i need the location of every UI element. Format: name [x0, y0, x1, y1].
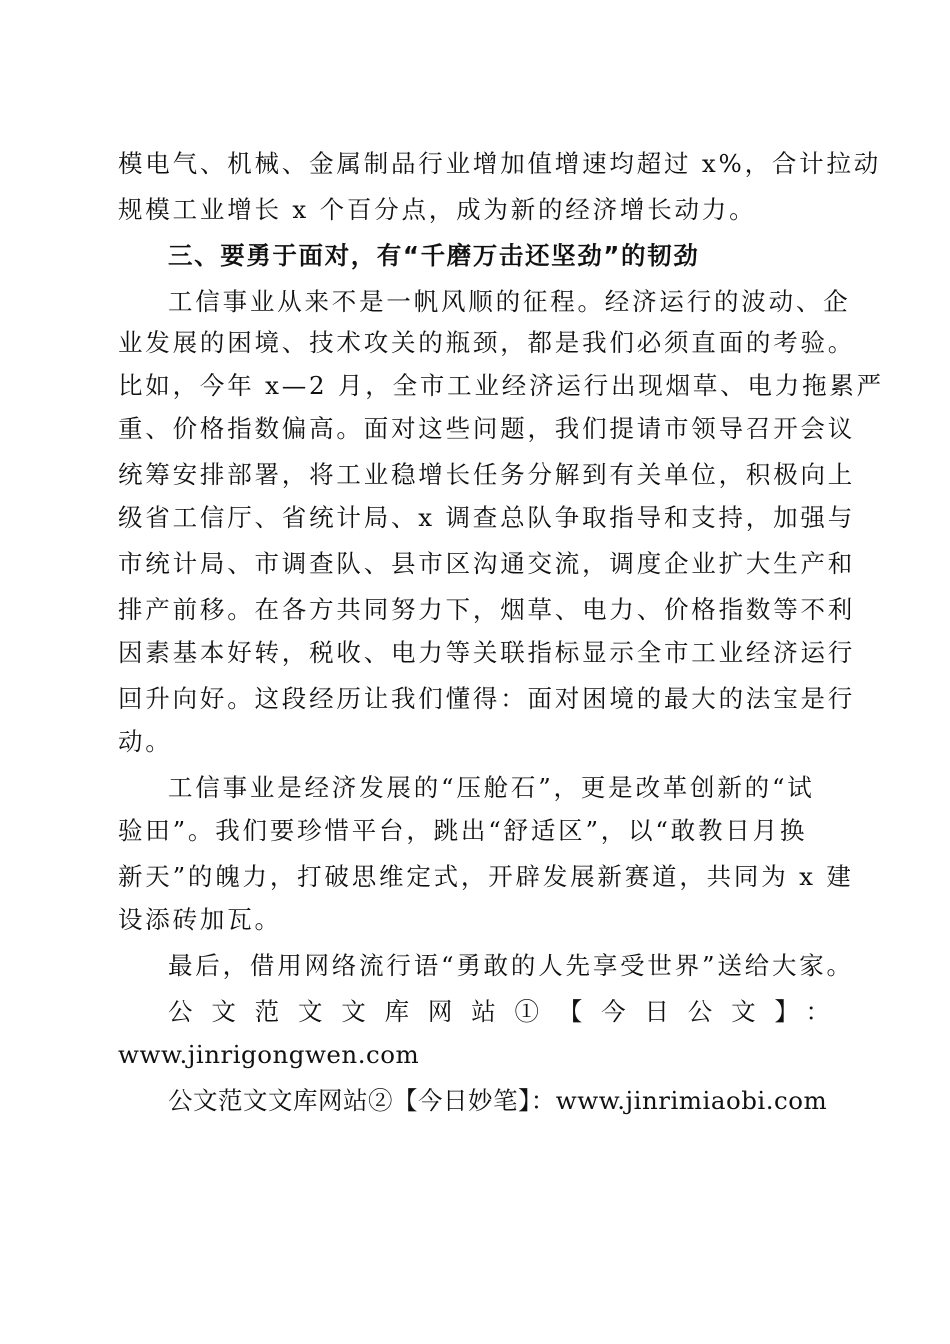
paragraph-line: 新天”的魄力，打破思维定式，开辟发展新赛道，共同为 x 建 — [118, 862, 854, 891]
website-label-1: 公文范文文库网站①【今日公文】： — [168, 997, 830, 1026]
section-heading: 三、要勇于面对，有“千磨万击还坚劲”的韧劲 — [168, 241, 700, 270]
paragraph-line: 模电气、机械、金属制品行业增加值增速均超过 x%，合计拉动 — [118, 149, 882, 178]
paragraph-line: 工信事业是经济发展的“压舱石”，更是改革创新的“试 — [168, 773, 815, 802]
paragraph-line: 统筹安排部署，将工业稳增长任务分解到有关单位，积极向上 — [118, 460, 856, 489]
paragraph-line: 因素基本好转，税收、电力等关联指标显示全市工业经济运行 — [118, 638, 856, 667]
paragraph-line: 回升向好。这段经历让我们懂得：面对困境的最大的法宝是行 — [118, 684, 856, 713]
website-url-1[interactable]: www.jinrigongwen.com — [118, 1040, 420, 1069]
paragraph-line: 设添砖加瓦。 — [118, 905, 282, 934]
paragraph-line: 级省工信厅、省统计局、x 调查总队争取指导和支持，加强与 — [118, 503, 856, 532]
paragraph-line: 工信事业从来不是一帆风顺的征程。经济运行的波动、企 — [168, 287, 851, 316]
paragraph-line: 排产前移。在各方共同努力下，烟草、电力、价格指数等不利 — [118, 595, 856, 624]
website-label-2[interactable]: 公文范文文库网站②【今日妙笔】：www.jinrimiaobi.com — [168, 1086, 828, 1115]
paragraph-line: 业发展的困境、技术攻关的瓶颈，都是我们必须直面的考验。 — [118, 328, 856, 357]
closing-line: 最后，借用网络流行语“勇敢的人先享受世界”送给大家。 — [168, 951, 854, 980]
paragraph-line: 验田”。我们要珍惜平台，跳出“舒适区”，以“敢教日月换 — [118, 816, 808, 845]
paragraph-line: 市统计局、市调查队、县市区沟通交流，调度企业扩大生产和 — [118, 549, 856, 578]
paragraph-line: 动。 — [118, 727, 173, 756]
paragraph-line: 重、价格指数偏高。面对这些问题，我们提请市领导召开会议 — [118, 414, 856, 443]
paragraph-line: 规模工业增长 x 个百分点，成为新的经济增长动力。 — [118, 195, 757, 224]
paragraph-line: 比如，今年 x—2 月，全市工业经济运行出现烟草、电力拖累严 — [118, 371, 884, 400]
